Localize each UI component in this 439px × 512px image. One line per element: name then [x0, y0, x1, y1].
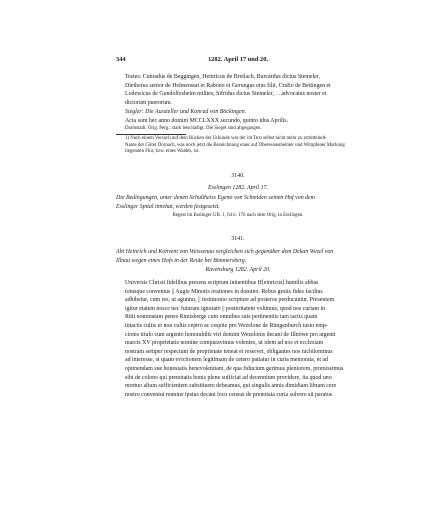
summary-line: Abt Heinrich und Konvent von Weissenau vergleichen sich gegenüber dem Dekan Wezel von [116, 249, 334, 255]
body-line: ad interesse, si quam evictionem legitimam de cetero patiatur in curia memorata, et ad [125, 357, 328, 364]
text-line: Lodewicus de Gundolfesheim milites, Sifridus dictus Stemeler, . . advocatus noster et [125, 91, 327, 98]
text-line: Dietherus senior de Helmenstat et Rabono et Gerungus eius filii, Crafto de Bettingen et [125, 82, 331, 89]
footnote-divider [116, 134, 186, 135]
regest-note: Regest im Esslinger UB. 1, 64 n. 176 nach dem Orig. in Esslingen. [172, 213, 304, 218]
acta-line: Acta sunt hec anno domini MCCLXXX secundo, quinto idus Aprilis. [125, 118, 289, 124]
body-line: mortuo alium sufficientem substituere debeamus, qui singulis annis dimidiam libram cere [125, 383, 337, 390]
body-line: adhibetur, cum res, ut aguntur, || testimonio scripture ad posteros perducuntur. Presentem [125, 297, 335, 304]
document-summary [116, 248, 360, 265]
footnote-line: liegenden Flur, bzw. eines Waldes, ist. [125, 149, 200, 155]
footnote-line: 1) Nach einem Versuch auf dem Rücken der Urkunde war der im Text selbst nicht mehr zu ermittelnde [125, 136, 326, 141]
running-head-date: 1282. April 17 und 20. [207, 56, 268, 63]
body-line: igitur etatem nosce nec futuram ignorare || posteritatem volumus, quod nos curiam in [125, 305, 326, 312]
body-line: cionis titulo cum argento honorabilis viri domini Wezelonis decani de Illnöwe pro argenti [125, 331, 336, 338]
page-header [116, 56, 360, 66]
body-line: sibi de colono qui prenotatis bonis plene sufficiat ad decennium providere, ita quod uno [125, 374, 332, 381]
summary-line: Illnau wegen eines Hofs in der Reute bei Bimmersberg. [116, 257, 247, 264]
body-line: marcis XV proprietatis nomine comparavimus volentes, ut idem ad nos et ecclesiam [125, 340, 324, 347]
document-number: 3140. [231, 173, 245, 179]
document-number: 3141. [231, 236, 245, 242]
body-line: nostro conventui nomine ipsius decani loco census de prenotata curia solvere sit paratus [125, 391, 333, 398]
body-line: intactis cultis et non cultis ceptro ac cespite pro Wezelone de Rüngenburch iusto emp- [125, 322, 328, 329]
body-line: Universis Christi fidelibus presens scriptum intuentibus H[einricus] humilis abbas [125, 280, 319, 286]
body-line: Rüti nominatam penes Rimisberge cum omnibus suis pertinentiis tam tactis quam [125, 314, 318, 321]
page-number: 344 [116, 56, 126, 63]
text-line: dictorum puerorum. [125, 99, 173, 106]
sealers-line: Siegler: Die Aussteller und Konrad von Böckingen. [125, 109, 247, 115]
charter-body [116, 279, 360, 399]
summary-line: Esslinger Spital innehat, werden festgesetzt. [116, 203, 220, 210]
testes-paragraph [116, 73, 360, 107]
place-date: Ravensburg 1282. April 20. [205, 267, 271, 273]
text-line: Testes: Cunradus de Beggingen, Heinricus de Bretlach, Burcardus dictus Stemeler, [125, 74, 320, 80]
summary-line: Die Bedingungen, unter denen Schultheiss Egeno von Schmiden seinen Hof von dem [116, 195, 315, 201]
body-line: optinendam sue honestatis benevolentiam, de qua fiducium gerimus pleniorem, promissimus [125, 365, 344, 372]
archive-note: Darmstadt. Orig. Perg.; stark beschädigt. Die Siegel sind abgegangen. [125, 126, 262, 131]
document-summary [116, 194, 360, 211]
body-line: totusque conventus || Augie Minoris orationes in domino. Rebus gestis fides facilius [125, 288, 323, 295]
footnote [116, 136, 360, 156]
footnote-line: Name der Güter Dornach, was noch jetzt die Bezeichnung einer auf Oberseisenheimer und Wimpfener Markung [125, 142, 345, 148]
body-line: nostram semper respectum de proprietate teneat et reservet, obligantes nos nichilominus [125, 348, 333, 355]
place-date: Esslingen 1282. April 17. [208, 185, 268, 191]
